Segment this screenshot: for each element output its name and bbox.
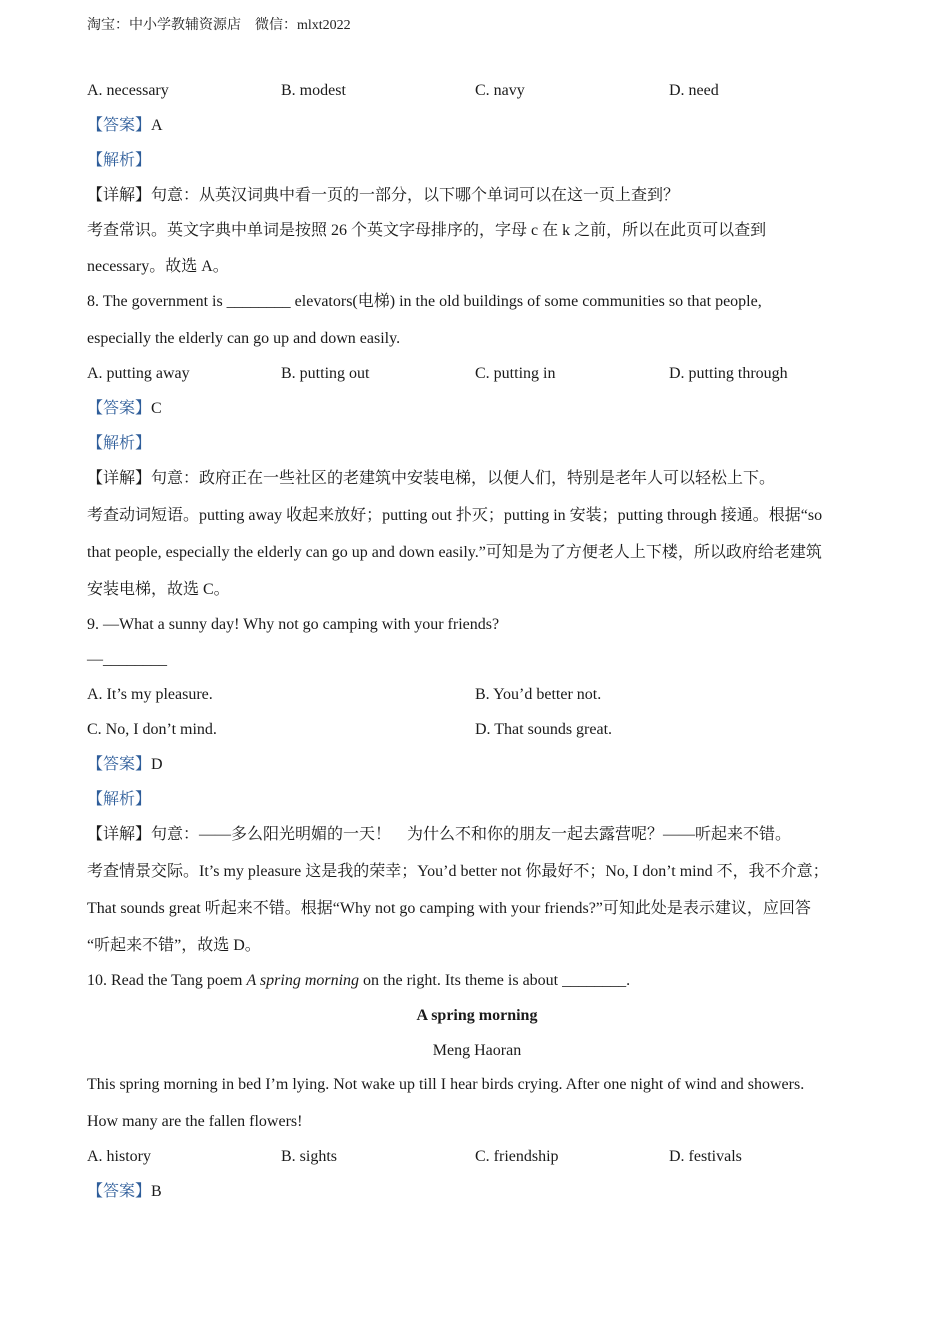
answer-tag: 【答案】 [87,1183,152,1200]
q8-answer [87,399,162,419]
q7-answer [87,116,163,136]
q7-option-a: A. necessary [87,82,169,99]
q8-option-d: D. putting through [669,365,788,382]
poem-line-1: This spring morning in bed I’m lying. Not wake up till I hear birds crying. After one night of wind and showers. [87,1076,805,1093]
answer-tag: 【答案】 [87,400,152,417]
q9-detail [87,825,791,845]
q7-analysis-tag: 【解析】 [87,152,152,169]
q8-option-c: C. putting in [475,365,556,382]
detail-tag: 【详解】 [87,826,152,843]
q8-option-a: A. putting away [87,365,190,382]
q9-stem-1: 9. —What a sunny day! Why not go camping with your friends? [87,616,500,633]
q7-explain-1: 考查常识。英文字典中单词是按照 26 个英文字母排序的，字母 c 在 k 之前，所以在此页可以查到 [87,222,767,239]
poem-line-2: How many are the fallen flowers! [87,1113,303,1130]
q9-option-a: A. It’s my pleasure. [87,686,213,703]
q9-stem-2: —________ [87,651,167,668]
q8-answer-value: C [151,400,162,417]
poem-author: Meng Haoran [432,1042,522,1059]
q9-option-c: C. No, I don’t mind. [87,721,217,738]
q8-analysis-tag: 【解析】 [87,435,152,452]
page-header: 淘宝：中小学教辅资源店 微信：mlxt2022 [87,18,351,33]
detail-tag: 【详解】 [87,187,152,204]
q7-detail [87,186,679,206]
q9-option-b: B. You’d better not. [475,686,602,703]
q10-answer [87,1182,162,1202]
q10-stem-title: A spring morning [246,972,360,989]
q9-detail-text: 句意：——多么阳光明媚的一天！ 为什么不和你的朋友一起去露营呢？——听起来不错。 [151,826,792,843]
q9-option-d: D. That sounds great. [475,721,613,738]
q9-explain-1: 考查情景交际。It’s my pleasure 这是我的荣幸；You’d better not 你最好不；No, I don’t mind 不，我不介意； [87,863,829,880]
q9-analysis-tag: 【解析】 [87,791,152,808]
detail-tag: 【详解】 [87,470,152,487]
answer-tag: 【答案】 [87,756,152,773]
q8-explain-2: that people, especially the elderly can go up and down easily.”可知是为了方便老人上下楼，所以政府给老建筑 [87,544,822,561]
q8-stem-2: especially the elderly can go up and down easily. [87,330,401,347]
q8-detail [87,469,775,489]
q7-explain-2: necessary。故选 A。 [87,258,229,275]
q7-option-d: D. need [669,82,719,99]
q8-detail-text: 句意：政府正在一些社区的老建筑中安装电梯，以便人们，特别是老年人可以轻松上下。 [151,470,776,487]
q10-option-d: D. festivals [669,1148,742,1165]
q9-answer-value: D [151,756,163,773]
q8-option-b: B. putting out [281,365,370,382]
q10-option-c: C. friendship [475,1148,559,1165]
q10-option-b: B. sights [281,1148,338,1165]
q9-explain-2: That sounds great 听起来不错。根据“Why not go camping with your friends?”可知此处是表示建议，应回答 [87,900,811,917]
q10-answer-value: B [151,1183,162,1200]
q8-explain-1: 考查动词短语。putting away 收起来放好；putting out 扑灭；putting in 安装；putting through 接通。根据“so [87,507,823,524]
q10-stem-post: on the right. Its theme is about ________. [359,972,631,989]
q8-stem-1: 8. The government is ________ elevators(电梯) in the old buildings of some communities so that people, [87,293,762,310]
q10-stem [87,971,630,991]
q7-option-c: C. navy [475,82,525,99]
q10-option-a: A. history [87,1148,151,1165]
q9-explain-3: “听起来不错”，故选 D。 [87,937,261,954]
q9-answer [87,755,163,775]
poem-title: A spring morning [416,1007,538,1024]
q7-detail-text: 句意：从英汉词典中看一页的一部分，以下哪个单词可以在这一页上查到？ [151,187,680,204]
q7-option-b: B. modest [281,82,346,99]
q10-stem-pre: 10. Read the Tang poem [87,972,247,989]
q7-answer-value: A [151,117,163,134]
answer-tag: 【答案】 [87,117,152,134]
q8-explain-3: 安装电梯，故选 C。 [87,581,230,598]
